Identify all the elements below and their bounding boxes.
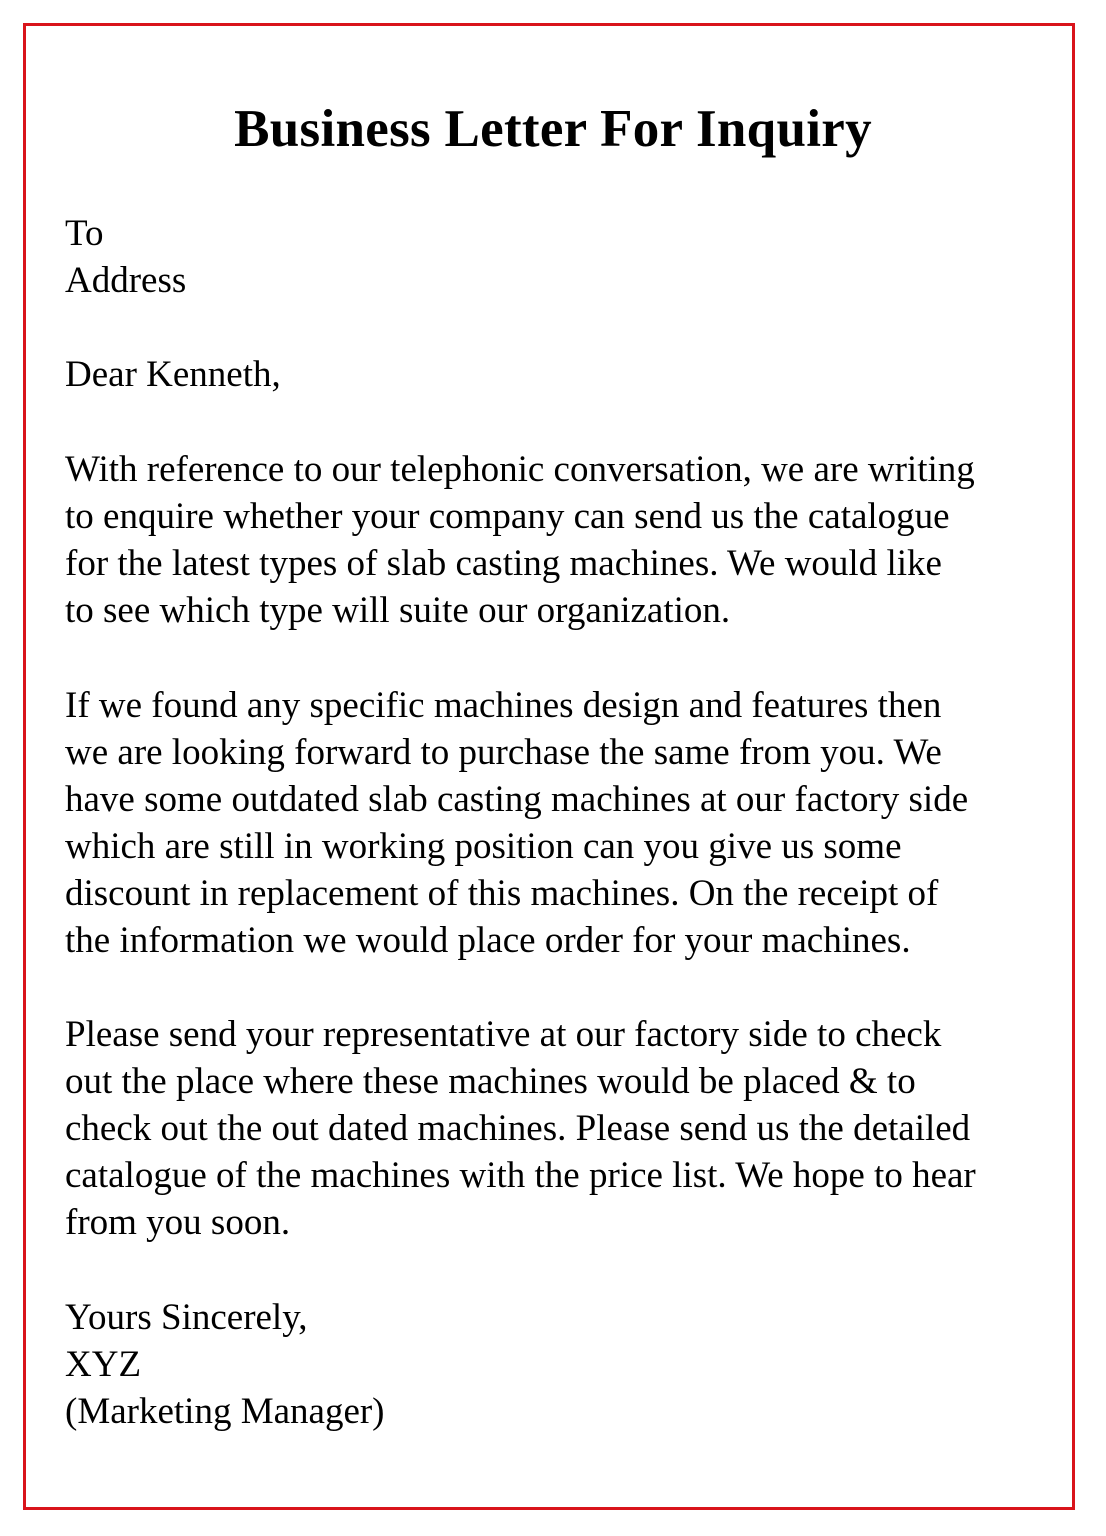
letter-title: Business Letter For Inquiry [234, 100, 872, 158]
paragraph-2-line: have some outdated slab casting machines at our factory side [65, 779, 969, 820]
signatory-title: (Marketing Manager) [65, 1391, 385, 1432]
paragraph-2-line: If we found any specific machines design and features then [65, 685, 942, 726]
recipient-address: Address [65, 260, 187, 301]
closing-sign-off: Yours Sincerely, [65, 1297, 308, 1338]
signatory-name: XYZ [65, 1344, 142, 1385]
paragraph-3-line: Please send your representative at our factory side to check [65, 1014, 942, 1055]
paragraph-1-line: to see which type will suite our organization. [65, 590, 731, 631]
paragraph-2-line: we are looking forward to purchase the same from you. We [65, 732, 942, 773]
salutation: Dear Kenneth, [65, 354, 281, 395]
paragraph-1-line: With reference to our telephonic conversation, we are writing [65, 449, 975, 490]
recipient-to: To [65, 213, 104, 254]
paragraph-3-line: from you soon. [65, 1202, 291, 1243]
paragraph-2-line: which are still in working position can you give us some [65, 826, 902, 867]
paragraph-1-line: to enquire whether your company can send us the catalogue [65, 496, 950, 537]
paragraph-3-line: catalogue of the machines with the price list. We hope to hear [65, 1155, 976, 1196]
paragraph-3-line: check out the out dated machines. Please send us the detailed [65, 1108, 971, 1149]
paragraph-2-line: the information we would place order for your machines. [65, 920, 911, 961]
paragraph-1-line: for the latest types of slab casting machines. We would like [65, 543, 942, 584]
paragraph-2-line: discount in replacement of this machines. On the receipt of [65, 873, 939, 914]
paragraph-3-line: out the place where these machines would be placed & to [65, 1061, 916, 1102]
